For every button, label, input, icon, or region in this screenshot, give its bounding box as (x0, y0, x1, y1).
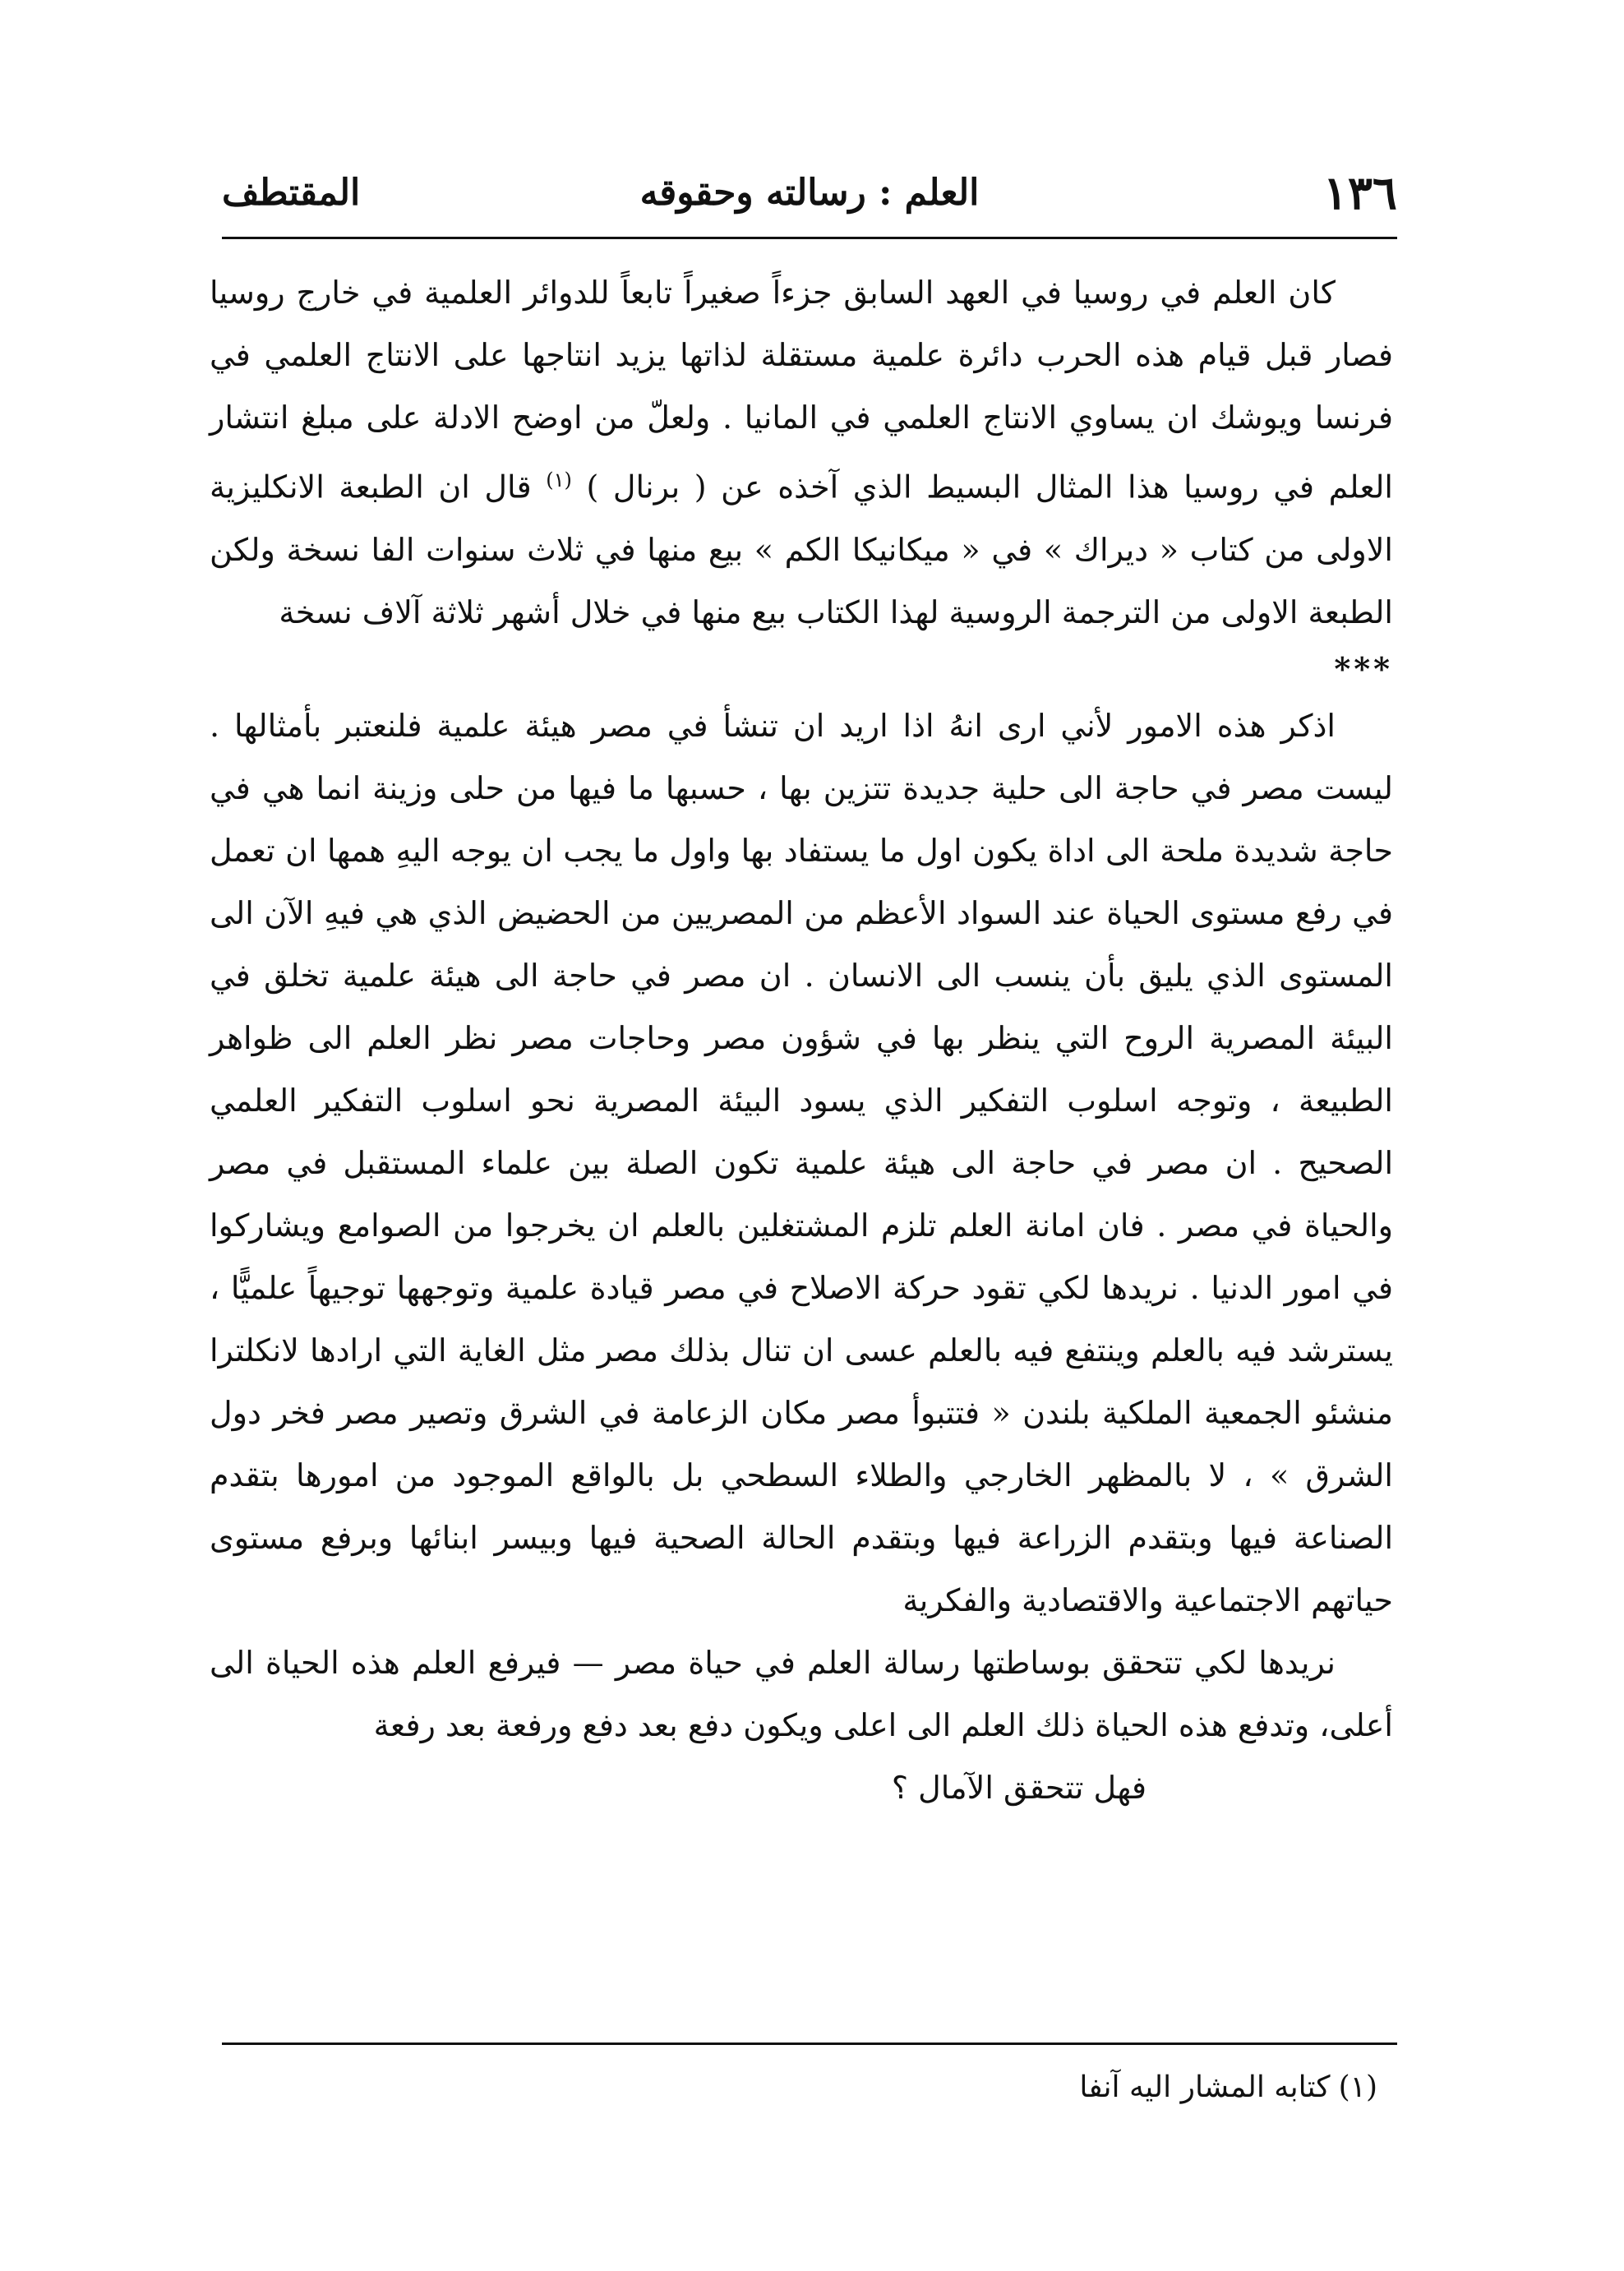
paragraph-1-text-b: قال ان الطبعة الانكليزية الاولى من كتاب « ديراك » في « ميكانيكا الكم » بيع منها في ثلاث سنوات الفا نسخة ولكن الطبعة الاولى من الترجمة الروسية لهذا الكتاب بيع منها في خلال أشهر ثلاثة آلاف نسخة (210, 469, 1393, 630)
header-rule (222, 237, 1397, 239)
footnote (1079, 2063, 1377, 2112)
footnote-reference: (١) (546, 469, 572, 492)
section-separator: *** (1334, 649, 1393, 687)
running-title: العلم : رسالته وحقوقه (639, 172, 980, 214)
paragraph-1-text-a: كان العلم في روسيا في العهد السابق جزءاً صغيراً تابعاً للدوائر العلمية في خارج روسيا فصار قبل قيام هذه الحرب دائرة علمية مستقلة لذاتها يزيد انتاجها على الانتاج العلمي في فرنسا ويوشك ان يساوي الانتاج العلمي في المانيا . ولعلّ من اوضح الادلة على مبلغ انتشار العلم في روسيا هذا المثال البسيط الذي آخذه عن ( برنال ) (210, 275, 1394, 505)
closing-question: فهل تتحقق الآمال ؟ (891, 1769, 1146, 1806)
paragraph-2: اذكر هذه الامور لأني ارى انهُ اذا اريد ان تنشأ في مصر هيئة علمية فلنعتبر بأمثالها . ليست مصر في حاجة الى حلية جديدة تتزين بها ، حسبها ما فيها من حلى وزينة انما هي في حاجة شديدة ملحة الى اداة يكون اول ما يستفاد بها واول ما يجب ان يوجه اليهِ همها ان تعمل في رفع مستوى الحياة عند السواد الأعظم من المصريين من الحضيض الذي هي فيهِ الآن الى المستوى الذي يليق بأن ينسب الى الانسان . ان مصر في حاجة الى هيئة علمية تخلق في البيئة المصرية الروح التي ينظر بها في شؤون مصر وحاجات مصر نظر العلم الى ظواهر الطبيعة ، وتوجه اسلوب التفكير الذي يسود البيئة المصرية نحو اسلوب التفكير العلمي الصحيح . ان مصر في حاجة الى هيئة علمية تكون الصلة بين علماء المستقبل في مصر والحياة في مصر . فان امانة العلم تلزم المشتغلين بالعلم ان يخرجوا من الصوامع ويشاركوا في امور الدنيا . نريدها لكي تقود حركة الاصلاح في مصر قيادة علمية وتوجهها توجيهاً علميًّا ، يسترشد فيه بالعلم وينتفع فيه بالعلم عسى ان تنال بذلك مصر مثل الغاية التي ارادها لانكلترا منشئو الجمعية الملكية بلندن « فتتبوأ مصر مكان الزعامة في الشرق وتصير مصر فخر دول الشرق » ، لا بالمظهر الخارجي والطلاء السطحي بل بالواقع الموجود من امورها بتقدم الصناعة فيها وبتقدم الزراعة فيها وبتقدم الحالة الصحية فيها وبيسر ابنائها وبرفع مستوى حياتهم الاجتماعية والاقتصادية والفكرية (210, 707, 1393, 1618)
footnote-text: كتابه المشار اليه آنفا (1079, 2070, 1331, 2104)
footnote-rule (222, 2043, 1397, 2045)
footnote-marker: (١) (1338, 2070, 1377, 2104)
article-body (210, 261, 1393, 1819)
page-header (222, 160, 1397, 226)
page-number: ١٣٦ (1322, 166, 1397, 220)
journal-name: المقتطف (222, 172, 361, 214)
paragraph-1 (210, 261, 1393, 644)
paragraph-3: نريدها لكي تتحقق بوساطتها رسالة العلم في حياة مصر — فيرفع العلم هذه الحياة الى أعلى، وتدفع هذه الحياة ذلك العلم الى اعلى ويكون دفع بعد دفع ورفعة بعد رفعة (210, 1644, 1393, 1743)
